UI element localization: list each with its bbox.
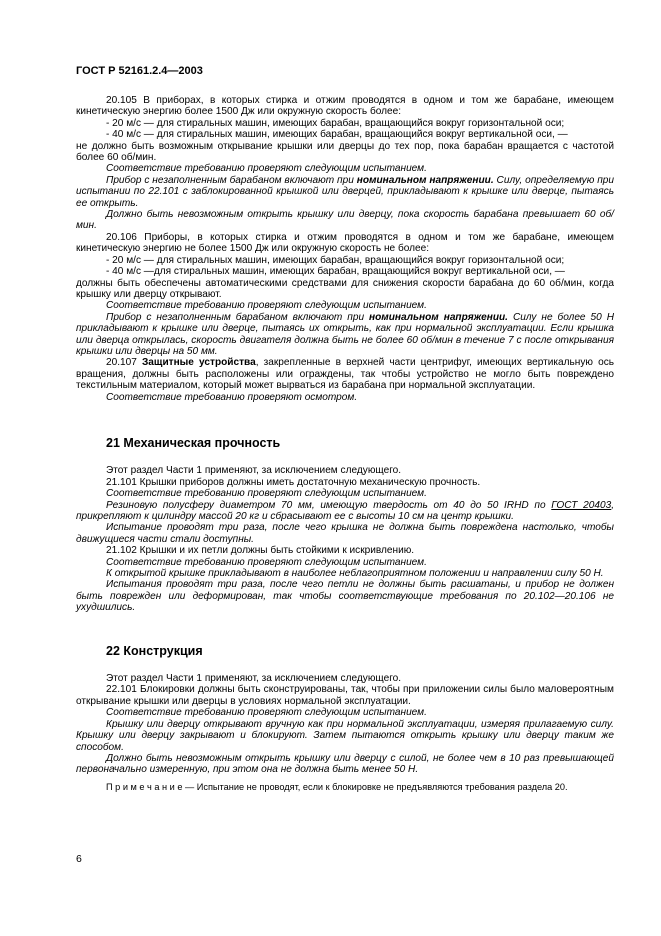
- section-intro: Этот раздел Части 1 применяют, за исключением следующего.: [106, 465, 402, 477]
- test-text-part: Прибор с незаполненным барабаном включают при: [106, 311, 370, 323]
- test-text: К открытой крышке прикладывают в наиболее неблагоприятном положении и направлении силу 50 Н.: [106, 568, 604, 580]
- section-heading-22: 22 Конструкция: [106, 643, 203, 658]
- section-heading-21: 21 Механическая прочность: [106, 435, 281, 450]
- test-text: Крышку или дверцу открывают вручную как при нормальной эксплуатации, измеряя прилагаемую силу. Крышку или дверцу закрывают и блокируют. Затем пытаются открыть крышку или дверцу таким же способом.: [76, 718, 614, 753]
- test-text-part: , прикрепляют к цилиндру массой 20 кг и сбрасывают ее с высоты 10 см на центр крышки.: [76, 499, 614, 522]
- document-body: [76, 95, 614, 793]
- clause-20-106-item-1: - 20 м/с — для стиральных машин, имеющих барабан, вращающийся вокруг горизонтальной оси;: [106, 254, 565, 266]
- test-text: Должно быть невозможным открыть крышку или дверцу, пока скорость барабана превышает 60 об/мин.: [76, 209, 614, 232]
- clause-20-105-item-2: - 40 м/с — для стиральных машин, имеющих барабан, вращающийся вокруг вертикальной оси, —: [106, 129, 568, 141]
- clause-number: 20.107: [106, 357, 142, 369]
- note-label: П р и м е ч а н и е: [106, 781, 183, 792]
- document-header: ГОСТ Р 52161.2.4—2003: [76, 65, 203, 77]
- test-text-part: Прибор с незаполненным барабаном включают при: [106, 174, 357, 186]
- clause-20-106-item-2: - 40 м/с —для стиральных машин, имеющих барабан, вращающийся вокруг вертикальной оси, —: [106, 266, 565, 278]
- test-text: Испытание проводят три раза, после чего крышка не должна быть повреждена настолько, чтобы движущиеся части стали доступны.: [76, 522, 614, 545]
- compliance-text: Соответствие требованию проверяют следующим испытанием.: [106, 707, 427, 719]
- test-text-part: Силу, определяемую при испытании по 22.101 с заблокированной крышкой или дверцей, прикладывают к крышке или дверце, пытаясь ее открыть.: [76, 174, 614, 209]
- page-number: 6: [76, 853, 82, 865]
- clause-21-102: 21.102 Крышки и их петли должны быть стойкими к искривлению.: [106, 545, 415, 557]
- note: [76, 782, 614, 793]
- clause-21-101: 21.101 Крышки приборов должны иметь достаточную механическую прочность.: [106, 476, 481, 488]
- test-text: [76, 312, 614, 358]
- defined-term: Защитные устройства: [141, 357, 256, 369]
- compliance-text: Соответствие требованию проверяют следующим испытанием.: [106, 300, 427, 312]
- section-intro: Этот раздел Части 1 применяют, за исключением следующего.: [106, 673, 402, 685]
- compliance-text: Соответствие требованию проверяют следующим испытанием.: [106, 488, 427, 500]
- compliance-text: Соответствие требованию проверяют осмотром.: [106, 391, 358, 403]
- test-text-part: Резиновую полусферу диаметром 70 мм, имеющую твердость от 40 до 50 IRHD по: [106, 499, 552, 511]
- test-text: Испытания проводят три раза, после чего петли не должны быть расшатаны, и прибор не должен быть поврежден или деформирован, так чтобы соответствующие требования по 20.102—20.106 не ухудшились.: [76, 579, 614, 614]
- test-text: Должно быть невозможным открыть крышку или дверцу с силой, не более чем в 10 раз превышающей первоначально измеренную, при этом она не должна быть менее 50 Н.: [76, 752, 614, 776]
- clause-20-106: 20.106 Приборы, в которых стирка и отжим проводятся в одном и том же барабане, имеющем кинетическую энергию не более 1500 Дж или окружную скорость не более:: [76, 231, 614, 255]
- clause-20-105-item-1: - 20 м/с — для стиральных машин, имеющих барабан, вращающийся вокруг горизонтальной оси;: [106, 117, 565, 129]
- clause-20-105: 20.105 В приборах, в которых стирка и отжим проводятся в одном и том же барабане, имеющем кинетическую энергию более 1500 Дж или окружную скорость более:: [76, 95, 614, 118]
- compliance-text: Соответствие требованию проверяют следующим испытанием.: [106, 556, 427, 568]
- standard-reference-link[interactable]: ГОСТ 20403: [551, 499, 612, 511]
- compliance-text: Соответствие требованию проверяют следующим испытанием.: [106, 163, 427, 175]
- clause-22-101: 22.101 Блокировки должны быть сконструированы, так, чтобы при приложении силы было маловероятным открывание крышки или дверцы в условиях нормальной эксплуатации.: [76, 684, 614, 707]
- clause-20-105-cont: не должно быть возможным открывание крышки или дверцы до тех пор, пока барабан вращается с частотой более 60 об/мин.: [76, 140, 614, 164]
- defined-term: номинальном напряжении.: [356, 174, 494, 186]
- defined-term: номинальном напряжении.: [369, 311, 508, 323]
- test-text-part: Силу не более 50 Н прикладывают к крышке или дверце, пытаясь их открыть, как при нормальной эксплуатации. Если крышка или дверца открылась, скорость двигателя должна быть не более 60 об/мин в течение 7 с после открывания крышки или дверцы на 50 мм.: [76, 311, 614, 357]
- clause-20-107: [76, 357, 614, 391]
- test-text: [76, 500, 614, 523]
- clause-text: , закрепленные в верхней части центрифуг, имеющих вертикальную ось вращения, должны быть расположены или ограждены, так чтобы устройство не могло быть повреждено текстильным материалом, который может вырваться из барабана при нормальной эксплуатации.: [76, 357, 614, 392]
- test-text: [76, 175, 614, 209]
- clause-20-106-cont: должны быть обеспечены автоматическими средствами для снижения скорости барабана до 60 об/мин, когда крышку или дверцу открывают.: [76, 277, 614, 300]
- note-text: — Испытание не проводят, если к блокировке не предъявляются требования раздела 20.: [182, 781, 568, 792]
